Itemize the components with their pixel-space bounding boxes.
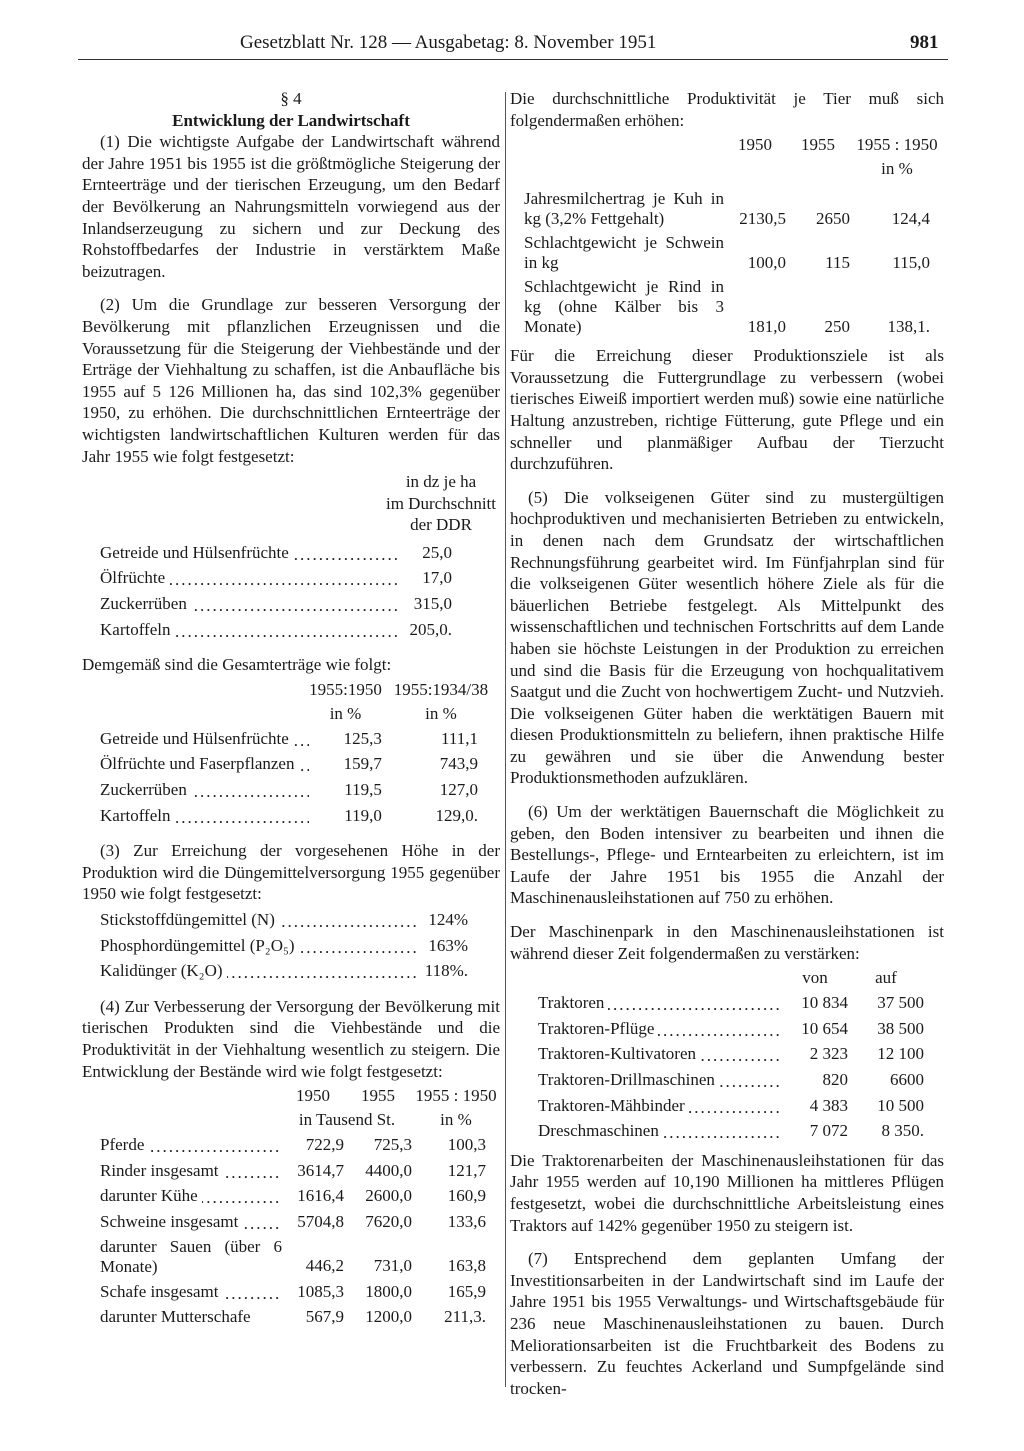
row-value: 100,3 [447,1135,486,1155]
row-value: 37 500 [877,993,924,1013]
table-row [100,1304,500,1330]
row-label: Getreide und Hülsenfrüchte [100,543,293,562]
row-label: Kalidünger (K₂O) [100,961,227,980]
column-header: 1955:1950 [309,679,382,699]
yield-header-line: in dz je ha [405,472,477,492]
table-header-row [100,1108,500,1132]
paragraph-7: (7) Entsprechend dem geplanten Umfang der Investitionsarbeiten in der Landwirtschaft sind im Laufe der Jahre 1951 bis 1955 Verwaltungs- und Wirtschaftsgebäude für 236 neue Maschinenausleihstationen zu bauen. Durch Meliorationsarbeiten ist die Fruchtbarkeit des Bodens zu verbessern. Zu feuchtes Ackerland und Sumpfgelände sind trocken- [510,1249,944,1398]
column-header: 1955 : 1950 [856,135,938,155]
row-value: 1200,0 [365,1307,412,1327]
row-label: Traktoren-Drillmaschinen [538,1070,719,1089]
table-row [100,1183,500,1209]
fertilizer-table [100,907,468,984]
table-row [100,1235,500,1279]
row-label: darunter Sauen (über 6 Monate) [100,1236,282,1276]
row-value: 25,0 [422,542,452,562]
row-value: 743,9 [439,754,478,774]
table-row [524,181,944,231]
yield-header-line: im Durchschnitt [385,493,496,513]
row-value: 10 500 [877,1095,924,1115]
table-row [538,1093,924,1119]
row-value: 119,0 [344,805,382,825]
row-label: Ölfrüchte und Faserpflanzen [100,754,298,773]
table-row [100,540,452,566]
column-header: 1950 [296,1086,330,1106]
table-header-row [100,678,500,702]
paragraph-4: (4) Zur Verbesserung der Versorgung der Bevölkerung mit tierischen Produkten sind die Viehbestände und die Produktivität in der Viehhaltung wesentlich zu steigern. Die Entwicklung der Bestände wird wie folgt festgesetzt: [82,996,500,1081]
totals-intro: Demgemäß sind die Gesamterträge wie folgt: [82,655,392,675]
row-value: 2650 [816,208,850,228]
paragraph-3: (3) Zur Erreichung der vorgesehenen Höhe in der Produktion wird die Düngemittelversorgung 1955 gegenüber 1950 wie folgt festgesetzt: [82,841,500,904]
row-value: 731,0 [373,1255,412,1275]
production-goals-paragraph: Für die Erreichung dieser Produktionsziele ist als Voraussetzung die Futtergrundlage zu verbessern (wobei tierisches Eiweiß importiert werden muß) sowie eine natürliche Haltung anzustreben, richtige Fütterung, gute Pflege und ein schneller und planmäßiger Aufbau der Tierzucht durchzuführen. [510,346,944,474]
row-label: Dreschmaschinen [538,1121,663,1140]
row-value: 6600 [890,1070,924,1089]
row-value: 160,9 [447,1186,486,1206]
row-value: 725,3 [373,1135,412,1155]
row-value: 163,8 [447,1255,486,1275]
row-label: Kartoffeln [100,620,175,639]
row-value: 211,3. [444,1307,486,1327]
row-label: Traktoren-Mähbinder [538,1096,689,1115]
table-row [100,565,452,591]
row-value: 1085,3 [297,1281,344,1301]
row-value: 10 654 [801,1018,848,1038]
table-row [100,777,500,803]
table-row [100,1158,500,1184]
tractor-work-paragraph: Die Traktorenarbeiten der Maschinenausleihstationen für das Jahr 1955 werden auf 10,190 Millionen ha mittleres Pflügen festgesetzt, wobei die durchschnittliche Arbeitsleistung eines Traktors auf 142% gegenüber 1950 zu steigern ist. [510,1150,944,1235]
row-label: Kartoffeln [100,806,175,825]
row-value: 2130,5 [739,208,786,228]
table-row [538,1041,924,1067]
row-value: 5704,8 [297,1211,344,1231]
row-label: Rinder insgesamt [100,1161,223,1180]
row-value: 2 323 [809,1044,848,1064]
column-header: 1955 [801,135,835,155]
totals-table [100,678,500,828]
row-label: Stickstoffdüngemittel (N) [100,910,279,929]
row-value: 7 072 [809,1121,848,1141]
table-row [538,990,924,1016]
row-value: 159,7 [343,754,382,774]
column-header: 1955:1934/38 [393,679,489,699]
column-unit: in % [881,159,913,179]
row-value: 121,7 [447,1160,486,1180]
column-unit: in % [440,1110,472,1130]
row-label: Traktoren [538,993,608,1012]
column-header: 1950 [738,135,772,155]
row-value: 12 100 [877,1044,924,1064]
row-value: 119,5 [344,780,382,800]
table-row [524,275,944,339]
table-header-row [524,157,944,181]
row-value: 115 [825,252,850,272]
table-header-row [538,966,924,990]
row-value: 722,9 [305,1135,344,1155]
row-value: 118%. [424,961,468,981]
table-row [538,1016,924,1042]
row-value: 820 [822,1070,848,1089]
table-row [100,726,500,752]
row-value: 4 383 [809,1095,848,1115]
row-value: 446,2 [305,1255,344,1275]
page-header [0,28,1024,58]
row-value: 1616,4 [297,1186,344,1206]
row-label: Schlachtgewicht je Rind in kg (ohne Kälber bis 3 Monate) [524,277,724,337]
row-value: 163% [428,935,468,955]
row-value: 4400,0 [365,1160,412,1180]
row-value: 100,0 [747,252,786,272]
row-value: 38 500 [877,1018,924,1038]
table-row [100,958,468,984]
row-value: 127,0 [439,780,478,800]
table-row [100,933,468,959]
section-number: § 4 [280,89,302,108]
row-label: Phosphordüngemittel (P₂O₅) [100,936,299,955]
paragraph-2: (2) Um die Grundlage zur besseren Versorgung der Bevölkerung mit pflanzlichen Erzeugnissen und die Voraussetzung für die Steigerung der Viehbestände und der Erträge der Viehhaltung zu schaffen, ist die Anbaufläche bis 1955 auf 5 126 Millionen ha, das sind 102,3% gegenüber 1950, zu erhöhen. Die durchschnittlichen Ernteerträge der wichtigsten landwirtschaftlichen Kulturen werden für das Jahr 1955 wie folgt festgesetzt: [82,295,500,466]
row-label: Pferde [100,1135,148,1154]
yield-header-line: der DDR [410,515,472,535]
column-unit: in % [329,703,362,723]
row-value: 115,0 [892,252,930,272]
table-row [538,1118,924,1144]
row-value: 2600,0 [365,1186,412,1206]
productivity-table [524,133,944,339]
row-value: 17,0 [422,568,452,588]
row-label: Getreide und Hülsenfrüchte [100,729,293,748]
page-number: 981 [910,32,939,53]
column-divider [505,92,506,1387]
row-value: 181,0 [747,316,786,336]
table-row [100,751,500,777]
row-value: 165,9 [447,1281,486,1301]
table-row [100,1279,500,1305]
section-title: Entwicklung der Landwirtschaft [172,110,410,130]
row-value: 1800,0 [365,1281,412,1301]
gazette-title: Gesetzblatt Nr. 128 — Ausgabetag: 8. November 1951 [240,32,657,53]
column-header: 1955 [361,1086,395,1106]
column-header: 1955 : 1950 [415,1086,497,1106]
row-label: darunter Mutterschafe [100,1307,251,1327]
row-label: Schlachtgewicht je Schwein in kg [524,233,724,273]
row-value: 10 834 [801,993,848,1013]
table-row [100,591,452,617]
table-row [538,1067,924,1093]
row-value: 124,4 [891,208,930,228]
row-label: Traktoren-Kultivatoren [538,1044,700,1063]
yield-table-header [382,471,500,536]
row-label: Schweine insgesamt [100,1212,242,1231]
table-row [100,907,468,933]
row-label: Schafe insgesamt [100,1282,223,1301]
row-value: 315,0 [413,594,452,614]
table-row [100,803,500,829]
table-header-row [100,702,500,726]
column-unit: in % [425,703,457,723]
header-rule [78,59,948,60]
table-row [100,1209,500,1235]
right-column [510,88,944,1399]
productivity-intro: Die durchschnittliche Produktivität je Tier muß sich folgendermaßen erhöhen: [510,89,944,130]
yield-table [100,540,452,642]
table-header-row [524,133,944,157]
livestock-table [100,1084,500,1330]
paragraph-1: (1) Die wichtigste Aufgabe der Landwirtschaft während der Jahre 1951 bis 1955 ist die größtmögliche Steigerung der Ernteerträge und der tierischen Erzeugung, um den Bedarf der Bevölkerung an Nahrungsmitteln vorwiegend aus der Inlandserzeugung zu sichern und zur Deckung des Rohstoffbedarfes der Industrie in verstärktem Maße beizutragen. [82,132,500,281]
row-label: darunter Kühe [100,1186,202,1205]
table-header-row [100,1084,500,1108]
row-value: 124% [428,910,468,929]
machines-table [538,966,924,1144]
table-row [100,1132,500,1158]
table-row [524,231,944,275]
row-label: Ölfrüchte [100,568,169,587]
row-value: 138,1. [887,316,930,336]
row-label: Jahresmilchertrag je Kuh in kg (3,2% Fettgehalt) [524,189,724,229]
row-label: Zuckerrüben [100,780,191,799]
column-header: von [802,968,828,988]
row-value: 8 350. [881,1121,924,1141]
row-value: 129,0. [435,805,478,825]
row-value: 250 [824,316,850,336]
row-label: Traktoren-Pflüge [538,1019,658,1038]
row-value: 7620,0 [365,1211,412,1231]
row-label: Zuckerrüben [100,594,191,613]
table-row [100,617,452,643]
paragraph-6: (6) Um der werktätigen Bauernschaft die Möglichkeit zu geben, den Boden intensiver zu bearbeiten und ihnen die Bestellungs-, Pflege- und Erntearbeiten zu erleichtern, ist im Laufe der Jahre 1951 bis 1955 die Anzahl der Maschinenausleihstationen auf 750 zu erhöhen. [510,802,944,908]
machine-park-intro: Der Maschinenpark in den Maschinenausleihstationen ist während dieser Zeit folgendermaßen zu verstärken: [510,922,944,963]
left-column [82,88,500,1330]
column-unit: in Tausend St. [298,1110,396,1130]
row-value: 3614,7 [297,1160,344,1180]
row-value: 111,1 [441,728,478,748]
row-value: 567,9 [305,1307,344,1327]
row-value: 133,6 [447,1211,486,1231]
row-value: 125,3 [343,728,382,748]
paragraph-5: (5) Die volkseigenen Güter sind zu mustergültigen hochproduktiven und mechanisierten Betrieben zu entwickeln, in denen nach dem Grundsatz der wirtschaftlichen Rechnungsführung gearbeitet wird. Im Fünfjahrplan sind für die volkseigenen Güter wesentlich höhere Ziele als für die bäuerlichen Betriebe festgelegt. Als Mittelpunkt des wissenschaftlichen und technischen Fortschritts auf dem Lande haben sie höchste Leistungen in der Produktion zu erreichen und sind die Basis für die Erzeugung von hochqualitativem Saatgut und die Zucht von hochwertigem Zucht- und Nutzvieh. Die volkseigenen Güter haben die werktätigen Bauern mit diesen Produktionsmitteln zu beliefern, ihnen praktische Hilfe zu gewähren und sie über die Anwendung bester Produktionsmethoden aufzuklären. [510,487,944,788]
column-header: auf [875,968,897,988]
row-value: 205,0. [409,619,452,639]
